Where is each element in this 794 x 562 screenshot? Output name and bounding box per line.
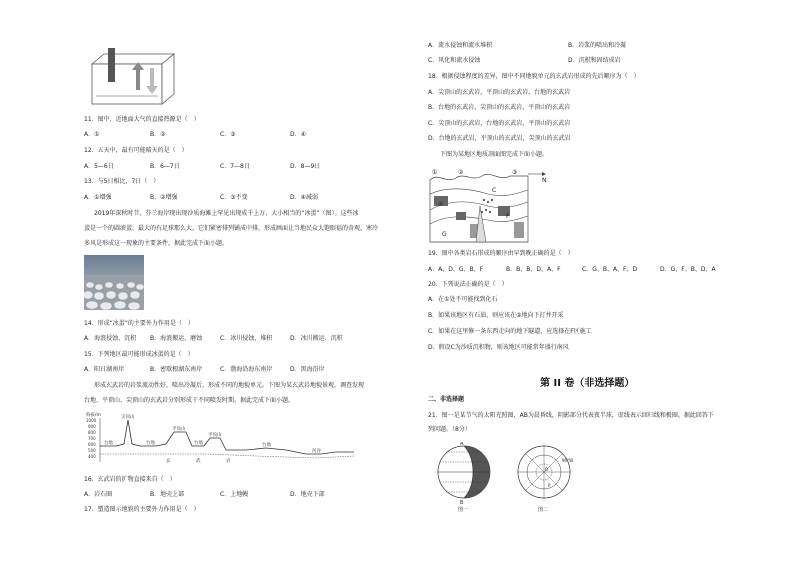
profile-ylabel: 海拔/m	[86, 413, 101, 418]
q11-option-c: C．③	[220, 131, 236, 138]
q18-option-d: D．台地的玄武岩，平顶山的玄武岩，尖顶山的玄武岩	[428, 135, 571, 142]
label-hegu: 河谷	[312, 449, 321, 454]
question-14: 14．形成“冰蛋”的主要外力作用是（ ）	[84, 320, 194, 327]
question-21-line1: 21．图一是某节气的太阳光照图，AB为晨昏线，阴影部分代表夜半球，虚线表示回归线和极圈。据此回答下	[428, 412, 714, 419]
geo-label-f: F	[506, 213, 510, 220]
question-20: 20．下列说法正确的是（ ）	[428, 281, 508, 288]
label-yan: 岩	[226, 459, 231, 464]
question-19: 19．图中各类岩石形成的顺序由早到晚正确的是（ ）	[428, 250, 574, 257]
geo-label-n: N	[542, 177, 547, 184]
geo-label-c: C	[492, 187, 497, 194]
q16-option-b: B．地壳上部	[150, 491, 185, 498]
q14-option-d: D．冰川搬运、沉积	[290, 335, 343, 342]
geo-label-g: G	[442, 231, 447, 238]
ytick-700: 700	[88, 436, 96, 441]
label-taidi-2: 台地	[146, 441, 155, 446]
q13-option-a: A．①增强	[84, 194, 112, 201]
q12-option-a: A．5—6日	[84, 163, 114, 170]
section-title: 第 II 卷（非选择题）	[540, 378, 635, 389]
ytick-800: 800	[88, 430, 96, 435]
q16-option-c: C．上地幔	[220, 491, 249, 498]
q14-option-a: A．海浪侵蚀、沉积	[84, 335, 137, 342]
polar-label-o: O	[545, 467, 549, 472]
question-17: 17．塑造图示地貌的主要外力作用是（ ）	[84, 506, 200, 513]
label-jiandingshan: 尖顶山	[121, 415, 135, 420]
figure-1-caption: 图一	[458, 507, 469, 512]
q15-option-a: A．阳日湖南岸	[84, 366, 125, 373]
q11-option-d: D．④	[290, 131, 306, 138]
q15-option-d: D．黑海沿岸	[290, 366, 325, 373]
q18-option-b: B．台地的玄武岩，尖顶山的玄武岩，平顶山的玄武岩	[428, 104, 571, 111]
q19-option-c: C．G、B、A、F、D	[582, 266, 638, 273]
q19-option-a: A．A、D、G、B、F	[428, 266, 484, 273]
q11-option-b: B．②	[150, 131, 166, 138]
q12-option-d: D．8—9日	[290, 163, 321, 170]
label-xuan: 玄	[166, 459, 171, 464]
label-taidi-4: 台地	[262, 443, 271, 448]
question-18: 18．根据侵蚀程度的差异，图中不同地貌单元的玄武岩形成的先后顺序为（ ）	[428, 73, 640, 80]
section-subtitle: 二、非选择题	[428, 396, 465, 403]
q15-option-c: C．渤海沿海东南岸	[220, 366, 273, 373]
q19-option-d: D．G、F、B、D、A	[660, 266, 716, 273]
ytick-600: 600	[88, 442, 96, 447]
q20-option-a: A．在①处不可能找到化石	[428, 296, 498, 303]
geo-label-3: ③	[512, 169, 518, 176]
question-21-line2: 列问题。（8分）	[428, 426, 471, 433]
q14-option-c: C．冰川侵蚀、堆积	[220, 335, 273, 342]
geo-label-4: ④	[438, 201, 444, 208]
q20-option-b: B．如果该地区有石油，则应该在②地向下打井开采	[428, 312, 564, 319]
figure-2-caption: 图二	[538, 507, 549, 512]
q15-option-b: B．密歇根湖东南岸	[150, 366, 203, 373]
geologic-cross-section	[428, 166, 548, 244]
question-16: 16．玄武岩的扩物直接来自（ ）	[84, 476, 176, 483]
passage-ice-eggs-line3: 多风是形成这一现象的主要条件，据此完成下面小题。	[84, 240, 229, 247]
label-wu: 武	[196, 459, 201, 464]
q13-option-d: D．④减弱	[290, 194, 318, 201]
q12-option-b: B．6—7日	[150, 163, 180, 170]
question-15: 15．下列地区最可能形成冰蛋的是（ ）	[84, 351, 194, 358]
passage-basalt-line2: 台地、平顶山、尖顶山的玄武岩分别形成于不同喷发时期。据此完成下面小题。	[84, 397, 295, 404]
ytick-400: 400	[88, 454, 96, 459]
polar-label-90w: 90°W	[562, 458, 574, 463]
label-pingdingshan-1: 平顶山	[172, 427, 186, 432]
q18-option-a: A．尖顶山的玄武岩，平顶山的玄武岩，台地的玄武岩	[428, 89, 571, 96]
q14-option-b: B．海浪搬运、磨蚀	[150, 335, 203, 342]
q13-option-b: B．②增强	[150, 194, 178, 201]
q17-option-c: C．风化和流水侵蚀	[428, 57, 481, 64]
figure-1-globe	[432, 442, 496, 512]
q13-option-c: C．③不变	[220, 194, 248, 201]
label-taidi-1: 台地	[104, 441, 113, 446]
label-taidi-3: 台地	[194, 441, 203, 446]
polar-label-p: P	[548, 483, 551, 488]
q20-option-c: C．如果在这里修一条东西走向的地下隧道，应选择在F区施工	[428, 328, 592, 335]
q17-option-d: D．沉积和固结成岩	[568, 57, 621, 64]
q17-option-b: B．岩浆的喷出和冷凝	[568, 42, 627, 49]
passage-basalt-line1: 形成玄武岩的岩浆流动性好，喷出冷凝后，形成不同的地貌单元。下图为某玄武岩地貌景观，调查发现	[94, 382, 365, 389]
q16-option-d: D．地壳下部	[290, 491, 325, 498]
q16-option-a: A．岩石圈	[84, 491, 113, 498]
q11-option-a: A．①	[84, 131, 100, 138]
globe-label-a: A	[460, 442, 464, 447]
question-12: 12．五天中，最有可能晴天的是（ ）	[84, 147, 188, 154]
q19-option-b: B．B、B、D、A、F	[506, 266, 561, 273]
ytick-900: 900	[88, 424, 96, 429]
q20-option-d: D．假设C为沙质沉积物，则该地区可能常年盛行南风	[428, 344, 569, 351]
basalt-elevation-profile	[86, 410, 356, 466]
label-pingdingshan-2: 平顶山	[208, 433, 222, 438]
passage-ice-eggs-line2: 蛋是一个的圆滚蛋，最大的有足球那么大。它们紧密排列铺成中排，形成画面让当地民众大饱眼福的奇观。寒冷	[84, 225, 379, 232]
globe-label-b: B	[460, 500, 464, 506]
question-11: 11．图中，近地面大气的直接热源是（ ）	[84, 116, 200, 123]
q18-option-c: C．尖顶山的玄武岩，台地的玄武岩，平顶山的玄武岩	[428, 120, 571, 127]
ytick-500: 500	[88, 448, 96, 453]
ice-eggs-photo	[84, 255, 144, 310]
passage-geology: 下图为某地区地质剖面图完成下面小题。	[440, 151, 549, 158]
geo-label-1: ①	[432, 169, 438, 176]
q17-option-a: A．流水侵蚀和流水堆积	[428, 42, 493, 49]
question-13: 13．与5日相比，7日（ ）	[84, 178, 160, 185]
ytick-1000: 1000	[86, 418, 97, 423]
atmosphere-heat-figure	[86, 46, 178, 108]
figure-2-polar-view	[512, 442, 576, 512]
geo-label-2: ②	[458, 169, 464, 176]
q12-option-c: C．7—8日	[220, 163, 250, 170]
passage-ice-eggs-line1: 2019年深秋时节，芬兰海岸现出现沙质海滩上罕见出现成千上万、大小相当的“冰蛋”（图）。这些冰	[94, 210, 359, 217]
